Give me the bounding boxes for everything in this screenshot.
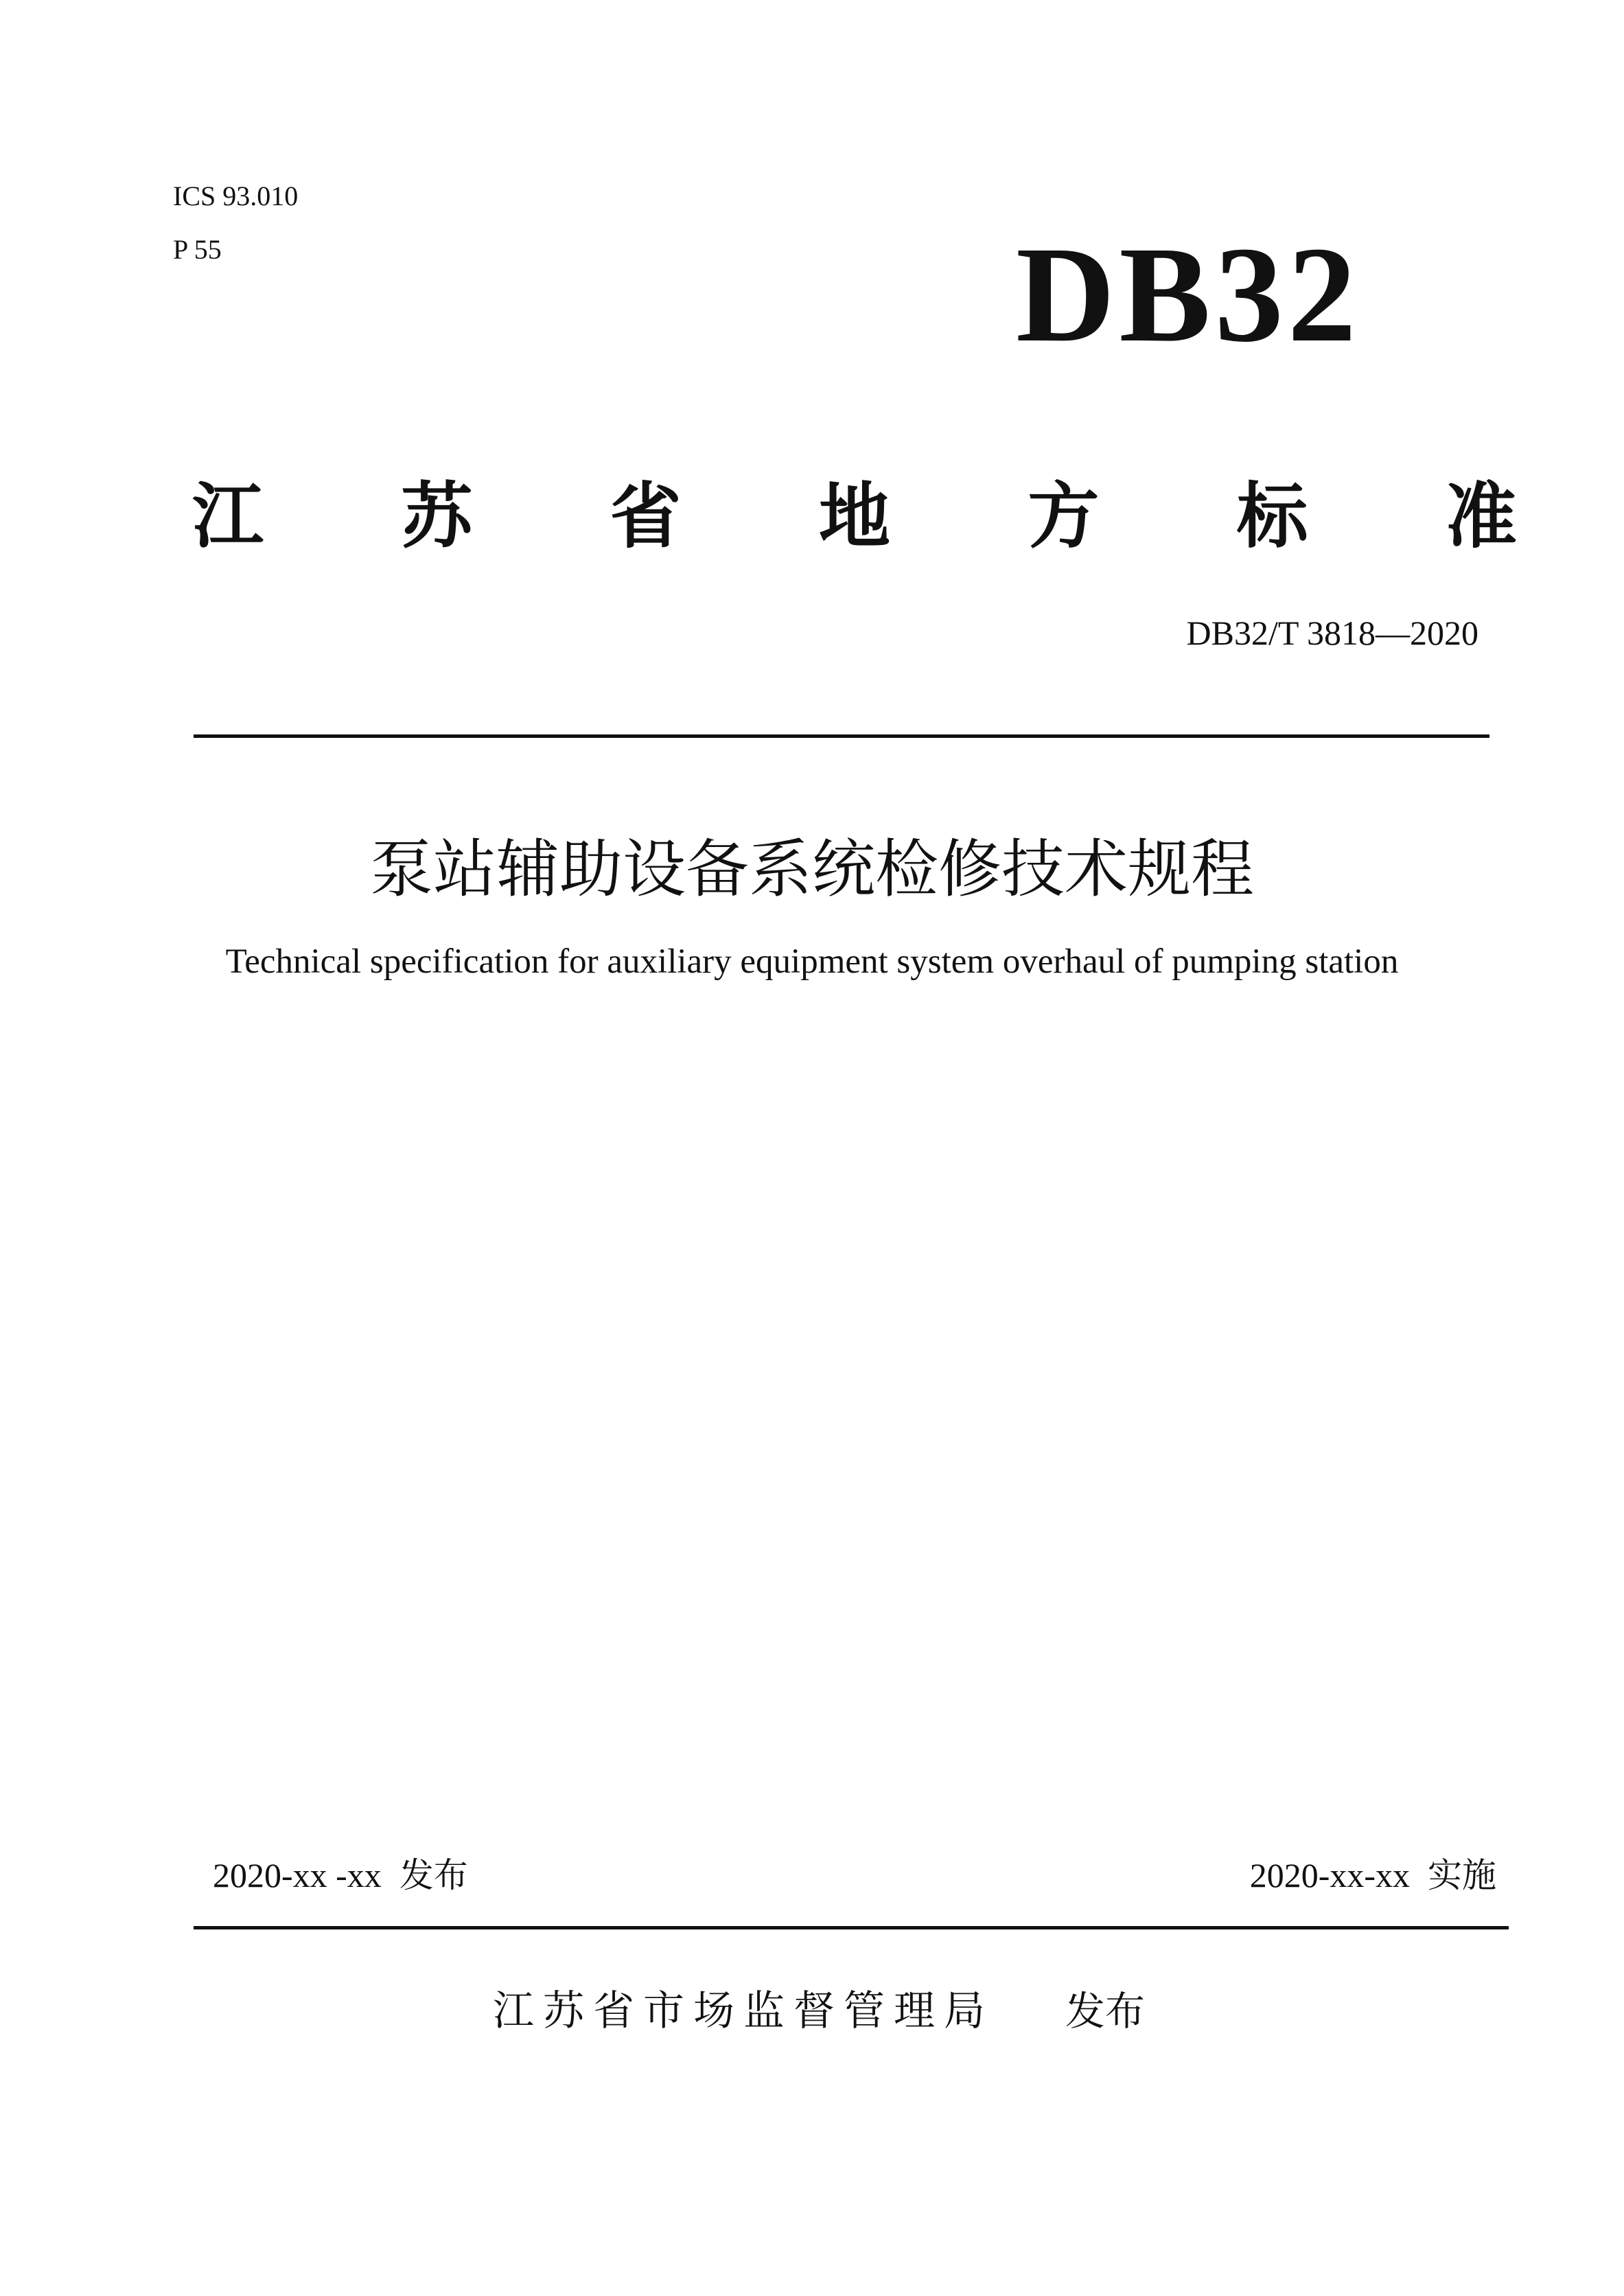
standard-type-heading — [192, 474, 1517, 559]
bottom-divider — [194, 1926, 1509, 1929]
standard-type-char: 标 — [1236, 474, 1308, 558]
standard-type-char: 江 — [192, 474, 264, 558]
publish-label: 发布 — [399, 1855, 468, 1895]
standard-type-char: 地 — [818, 474, 890, 558]
implement-label: 实施 — [1428, 1855, 1496, 1895]
issuer-suffix: 发布 — [1065, 1988, 1146, 2034]
standard-type-char: 省 — [610, 474, 682, 558]
standard-type-char: 方 — [1028, 474, 1100, 558]
standard-code: DB32/T 3818—2020 — [1186, 614, 1478, 652]
db32-logo: DB32 — [1016, 219, 1360, 371]
publish-date: 2020-xx -xx — [213, 1856, 382, 1894]
implement-date-line — [1250, 1855, 1496, 1896]
title-english: Technical specification for auxiliary equipment system overhaul of pumping station — [225, 942, 1399, 981]
title-chinese: 泵站辅助设备系统检修技术规程 — [369, 833, 1254, 906]
issuer-line — [493, 1986, 1145, 2036]
standard-type-char: 准 — [1445, 474, 1517, 558]
publish-date-line — [213, 1855, 468, 1896]
ccs-code: P 55 — [173, 234, 222, 265]
standard-type-char: 苏 — [401, 474, 473, 558]
issuer-name: 江苏省市场监督管理局 — [493, 1987, 994, 2035]
top-divider — [194, 734, 1489, 738]
ics-code: ICS 93.010 — [173, 181, 299, 211]
implement-date: 2020-xx-xx — [1249, 1856, 1410, 1894]
